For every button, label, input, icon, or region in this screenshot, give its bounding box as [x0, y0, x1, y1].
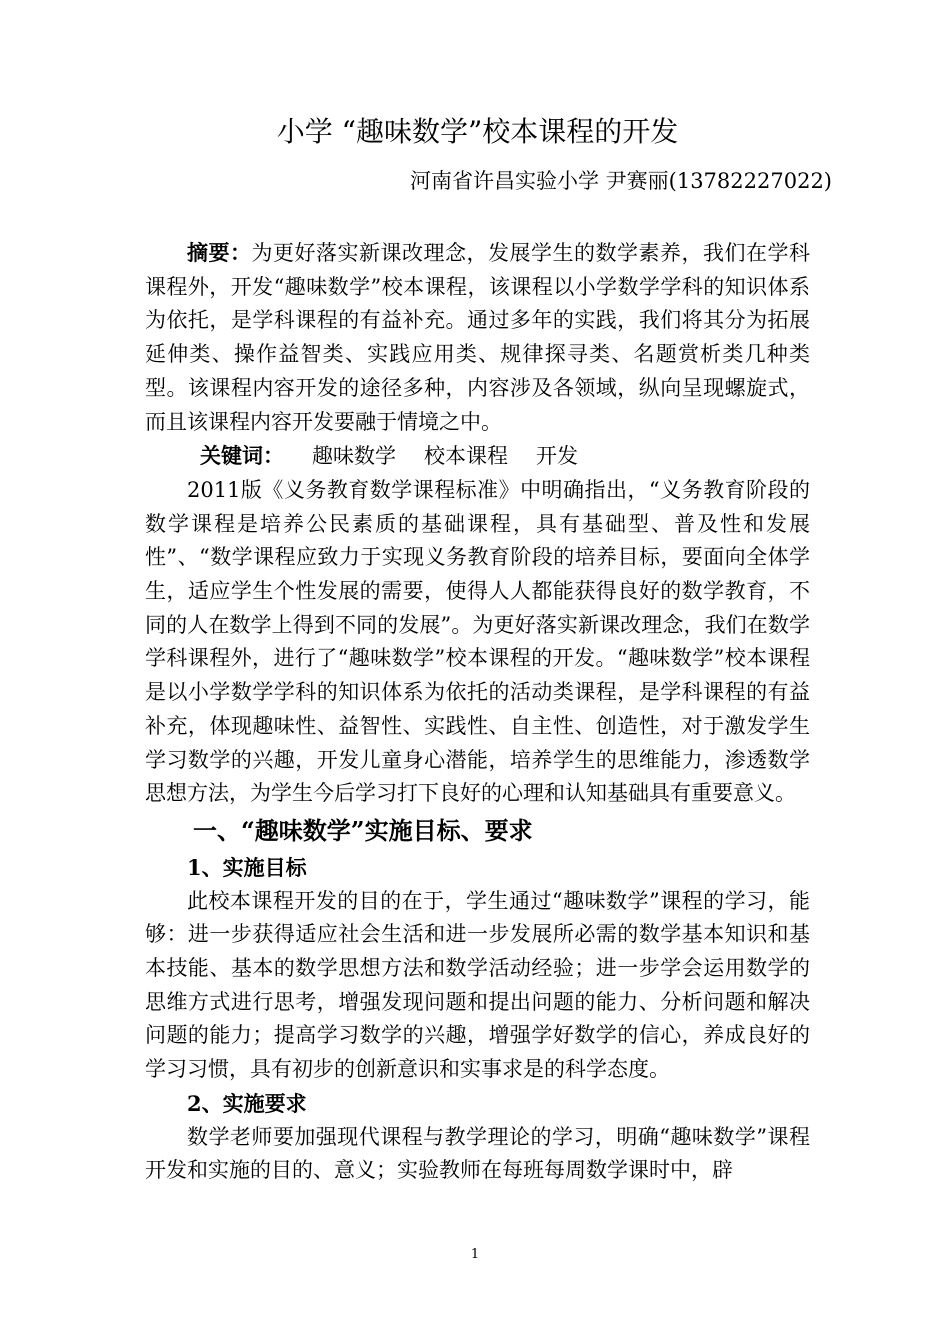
subsection-heading: 2、实施要求	[187, 1090, 307, 1116]
document-title: 小学 “趣味数学”校本课程的开发	[276, 115, 679, 148]
subsection-paragraph: 此校本课程开发的目的在于，学生通过“趣味数学”课程的学习，能够：进一步获得适应社会生活和进一步发展所必需的数学基本知识和基本技能、基本的数学思想方法和数学活动经验；进一步学会运用数学的思维方式进行思考，增强发现问题和提出问题的能力、分析问题和解决问题的能力；提高学习数学的兴趣，增强学好数学的信心，养成良好的学习习惯，具有初步的创新意识和实事求是的科学态度。	[145, 888, 810, 1082]
author-line: 河南省许昌实验小学 尹赛丽(13782227022)	[409, 169, 832, 193]
keyword-item: 开发	[536, 444, 578, 469]
document-body	[145, 236, 810, 1188]
subsection-heading: 1、实施目标	[187, 854, 307, 880]
abstract-text: 为更好落实新课改理念，发展学生的数学素养，我们在学科课程外，开发“趣味数学”校本课程，该课程以小学数学学科的知识体系为依托，是学科课程的有益补充。通过多年的实践，我们将其分为拓展延伸类、操作益智类、实践应用类、规律探寻类、名题赏析类几种类型。该课程内容开发的途径多种，内容涉及各领域，纵向呈现螺旋式，而且该课程内容开发要融于情境之中。	[145, 241, 810, 434]
abstract-label: 摘要：	[187, 240, 252, 265]
keyword-item: 趣味数学	[312, 444, 396, 469]
keywords-label: 关键词：	[200, 443, 284, 469]
section-heading: 一、“趣味数学”实施目标、要求	[193, 815, 533, 845]
abstract-paragraph	[145, 236, 810, 439]
keywords-line	[145, 439, 810, 474]
subsection-paragraph: 数学老师要加强现代课程与教学理论的学习，明确“趣味数学”课程开发和实施的目的、意义；实验教师在每班每周数学课时中，辟	[145, 1124, 810, 1183]
page-number: 1	[470, 1247, 480, 1262]
keyword-item: 校本课程	[424, 444, 508, 469]
intro-paragraph: 2011版《义务教育数学课程标准》中明确指出，“义务教育阶段的数学课程是培养公民素质的基础课程，具有基础型、普及性和发展性”、“数学课程应致力于实现义务教育阶段的培养目标，要面向全体学生，适应学生个性发展的需要，使得人人都能获得良好的数学教育，不同的人在数学上得到不同的发展”。为更好落实新课改理念，我们在数学学科课程外，进行了“趣味数学”校本课程的开发。“趣味数学”校本课程是以小学数学学科的知识体系为依托的活动类课程，是学科课程的有益补充，体现趣味性、益智性、实践性、自主性、创造性，对于激发学生学习数学的兴趣，开发儿童身心潜能，培养学生的思维能力，渗透数学思想方法，为学生今后学习打下良好的心理和认知基础具有重要意义。	[145, 477, 810, 806]
